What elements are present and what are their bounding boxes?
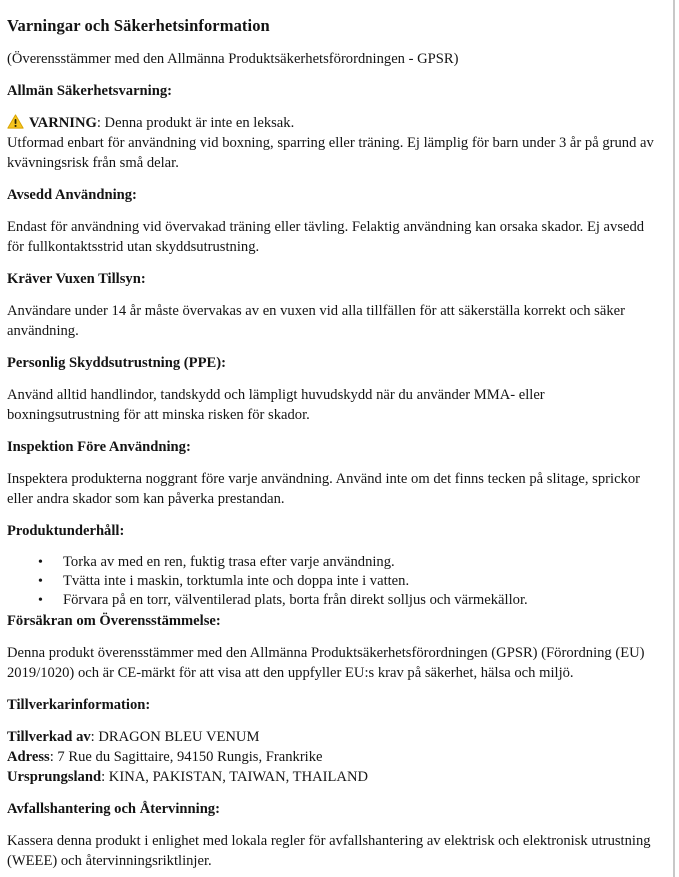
warning-triangle-icon [7,114,24,129]
conformity-paragraph: Denna produkt överensstämmer med den Allmänna Produktsäkerhetsförordningen (GPSR) (Förordning (EU) 2019/1020) och är CE-märkt för att visa att den uppfyller EU:s krav på säkerhet, hälsa och miljö. [7,645,645,681]
section-heading-general-warning: Allmän Säkerhetsvarning: [7,83,172,99]
manufacturer-details [7,727,658,787]
address-label: Adress [7,749,50,765]
warning-label: VARNING [29,115,97,131]
section-heading-intended-use: Avsedd Användning: [7,187,137,203]
manufacturer-origin-line [7,767,658,787]
page-edge-divider [673,0,675,877]
inspection-paragraph: Inspektera produkterna noggrant före varje användning. Använd inte om det finns tecken på slitage, sprickor eller andra skador som kan påverka prestandan. [7,471,641,507]
maintenance-bullet-item: • Förvara på en torr, välventilerad plats, borta från direkt solljus och värmekällor. [7,591,658,610]
origin-value: : KINA, PAKISTAN, TAIWAN, THAILAND [101,769,369,785]
section-heading-ppe: Personlig Skyddsutrustning (PPE): [7,355,226,371]
section-heading-disposal: Avfallshantering och Återvinning: [7,801,220,817]
intended-use-paragraph: Endast för användning vid övervakad träning eller tävling. Felaktig användning kan orsaka skador. Ej avsedd för fullkontaktsstrid utan skyddsutrustning. [7,219,645,255]
made-by-label: Tillverkad av [7,729,91,745]
disposal-paragraph: Kassera denna produkt i enlighet med lokala regler för avfallshantering av elektrisk och elektronisk utrustning (WEEE) och återvinningsriktlinjer. [7,833,651,869]
section-heading-adult-supervision: Kräver Vuxen Tillsyn: [7,271,146,287]
section-heading-maintenance: Produktunderhåll: [7,523,125,539]
section-heading-conformity: Försäkran om Överensstämmelse: [7,613,221,629]
section-heading-inspection: Inspektion Före Användning: [7,439,191,455]
general-warning-body: Utformad enbart för användning vid boxning, sparring eller träning. Ej lämplig för barn under 3 år på grund av kvävningsrisk från små delar. [7,135,654,171]
manufacturer-made-by-line [7,727,658,747]
warning-sentence: : Denna produkt är inte en leksak. [96,115,295,131]
maintenance-bullet-item: • Torka av med en ren, fuktig trasa efter varje användning. [7,553,658,572]
ppe-paragraph: Använd alltid handlindor, tandskydd och lämpligt huvudskydd när du använder MMA- eller boxningsutrustning för att minska risken för skador. [7,387,545,423]
made-by-value: : DRAGON BLEU VENUM [90,729,260,745]
manufacturer-address-line [7,747,658,767]
compliance-note: (Överensstämmer med den Allmänna Produktsäkerhetsförordningen - GPSR) [7,51,459,67]
origin-label: Ursprungsland [7,769,102,785]
general-warning-paragraph [7,113,658,173]
page-title: Varningar och Säkerhetsinformation [7,16,270,35]
maintenance-bullet-list [7,553,658,610]
maintenance-bullet-item: • Tvätta inte i maskin, torktumla inte och doppa inte i vatten. [7,572,658,591]
adult-supervision-paragraph: Användare under 14 år måste övervakas av en vuxen vid alla tillfällen för att säkerställa korrekt och säker användning. [7,303,625,339]
section-heading-manufacturer: Tillverkarinformation: [7,697,151,713]
address-value: : 7 Rue du Sagittaire, 94150 Rungis, Frankrike [49,749,323,765]
